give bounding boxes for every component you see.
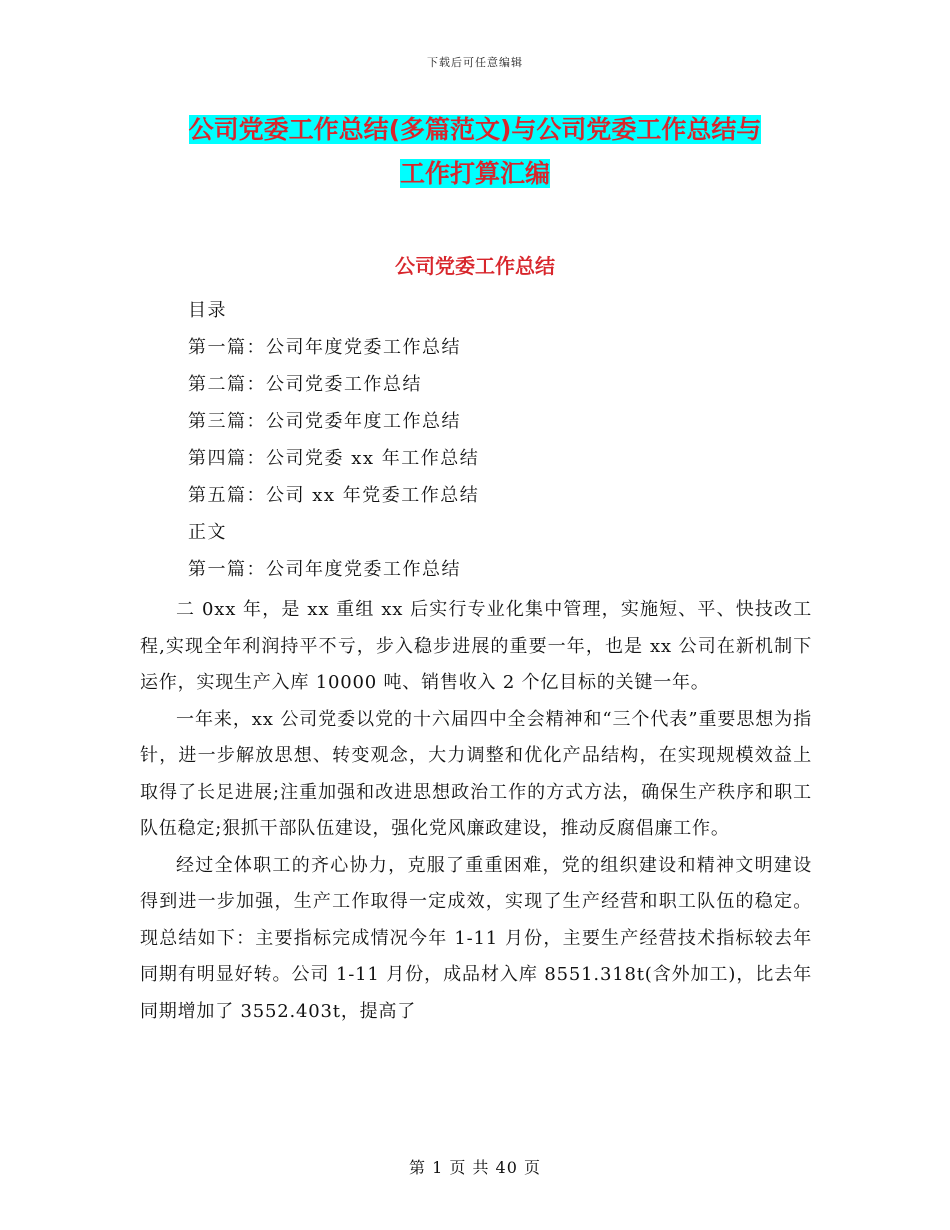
toc-item-3: 第三篇：公司党委年度工作总结: [188, 411, 461, 432]
chapter-heading: 第一篇：公司年度党委工作总结: [188, 559, 461, 580]
toc-heading: 目录: [188, 300, 227, 321]
document-title: [140, 108, 810, 196]
toc-item-4: 第四篇：公司党委 xx 年工作总结: [188, 448, 480, 469]
body-text: [140, 592, 812, 1030]
page-footer: 第 1 页 共 40 页: [409, 1158, 541, 1177]
paragraph-2: 一年来，xx 公司党委以党的十六届四中全会精神和“三个代表”重要思想为指针，进一步解放思想、转变观念，大力调整和优化产品结构，在实现规模效益上取得了长足进展;注重加强和改进思想政治工作的方式方法，确保生产秩序和职工队伍稳定;狠抓干部队伍建设，强化党风廉政建设，推动反腐倡廉工作。: [140, 708, 812, 839]
toc-item-5: 第五篇：公司 xx 年党委工作总结: [188, 485, 480, 506]
paragraph-3: 经过全体职工的齐心协力，克服了重重困难，党的组织建设和精神文明建设得到进一步加强，生产工作取得一定成效，实现了生产经营和职工队伍的稳定。现总结如下：主要指标完成情况今年 1-11 月份，主要生产经营技术指标较去年同期有明显好转。公司 1-11 月份，成品材入库 8551.318t(含外加工)，比去年同期增加了 3552.403t，提高了: [140, 854, 812, 1022]
header-note: 下载后可任意编辑: [427, 56, 523, 69]
toc-item-1: 第一篇：公司年度党委工作总结: [188, 337, 461, 358]
toc-item-2: 第二篇：公司党委工作总结: [188, 374, 422, 395]
body-heading: 正文: [188, 522, 227, 543]
document-title-line-2: 工作打算汇编: [399, 159, 550, 188]
table-of-contents: [188, 292, 828, 588]
document-title-line-1: 公司党委工作总结(多篇范文)与公司党委工作总结与: [188, 115, 762, 144]
paragraph-1: 二 0xx 年，是 xx 重组 xx 后实行专业化集中管理，实施短、平、快技改工程,实现全年利润持平不亏，步入稳步进展的重要一年，也是 xx 公司在新机制下运作，实现生产入库 10000 吨、销售收入 2 个亿目标的关键一年。: [140, 599, 812, 693]
section-title: 公司党委工作总结: [395, 254, 555, 278]
